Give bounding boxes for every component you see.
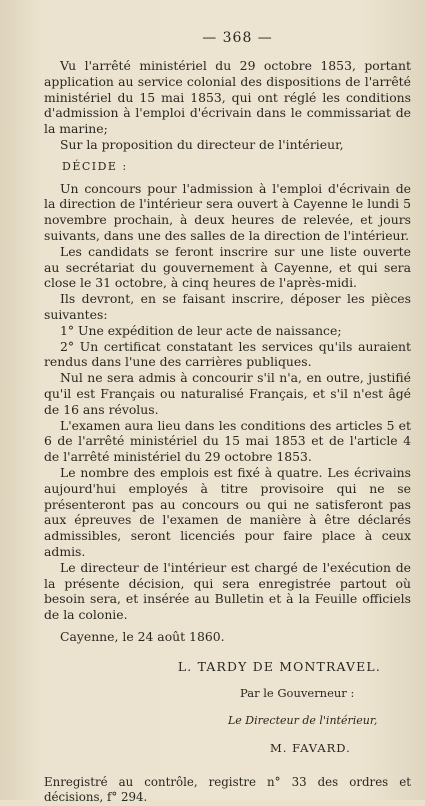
registration-line: Enregistré au contrôle, registre n° 33 des ordres et décisions, f° 294. — [44, 774, 411, 805]
by-order-line: Par le Gouverneur : — [240, 685, 355, 700]
article-paragraph: L'examen aura lieu dans les conditions des articles 5 et 6 de l'arrêté ministériel du 15 mai 1853 et de l'article 4 de l'arrêté ministériel du 29 octobre 1853. — [44, 417, 411, 465]
article-paragraph: Nul ne sera admis à concourir s'il n'a, en outre, justifié qu'il est Français ou naturalisé Français, et s'il n'est âgé de 16 ans révolus. — [44, 370, 411, 417]
article-paragraph: Ils devront, en se faisant inscrire, déposer les pièces suivantes: — [44, 291, 411, 322]
director-title: Le Directeur de l'intérieur, — [228, 713, 378, 727]
article-paragraph: 2° Un certificat constatant les services qu'ils auraient rendus dans l'une des carrières publiques. — [44, 338, 411, 370]
article-paragraph: Le directeur de l'intérieur est chargé de l'exécution de la présente décision, qui sera enregistrée partout où besoin sera, et insérée au Bulletin et à la Feuille officiels de la colonie. — [44, 559, 411, 623]
date-line: Cayenne, le 24 août 1860. — [60, 628, 225, 644]
article-paragraph: Un concours pour l'admission à l'emploi d'écrivain de la direction de l'intérieur sera ouvert à Cayenne le lundi 5 novembre prochain, à deux heures de relevée, et jours suivants, dans une des salles de la direction de l'intérieur. — [44, 180, 411, 243]
article-paragraph: 1° Une expédition de leur acte de naissance; — [60, 322, 342, 338]
article-paragraph: Le nombre des emplois est fixé à quatre. Les écrivains aujourd'hui employés à titre provisoire qui ne se présenteront pas au concours ou qui ne satisferont pas aux épreuves de l'examen de manière à être déclarés admissibles, seront licenciés pour faire place à ceux admis. — [44, 464, 411, 559]
article-paragraph: Les candidats se feront inscrire sur une liste ouverte au secrétariat du gouvernement à Cayenne, et qui sera close le 31 octobre, à cinq heures de l'après-midi. — [44, 243, 411, 291]
governor-signature: L. TARDY DE MONTRAVEL. — [177, 658, 381, 674]
official-signature: M. FAVARD. — [270, 740, 351, 755]
preamble-paragraph: Sur la proposition du directeur de l'intérieur, — [60, 136, 344, 152]
decide-heading: DÉCIDE : — [62, 159, 128, 173]
page-number: — 368 — — [202, 30, 273, 46]
preamble-paragraph: Vu l'arrêté ministériel du 29 octobre 1853, portant application au service colonial des dispositions de l'arrêté ministériel du 15 mai 1853, qui ont réglé les conditions d'admission à l'emploi d'écrivain dans le commissariat de la marine; — [44, 58, 411, 137]
